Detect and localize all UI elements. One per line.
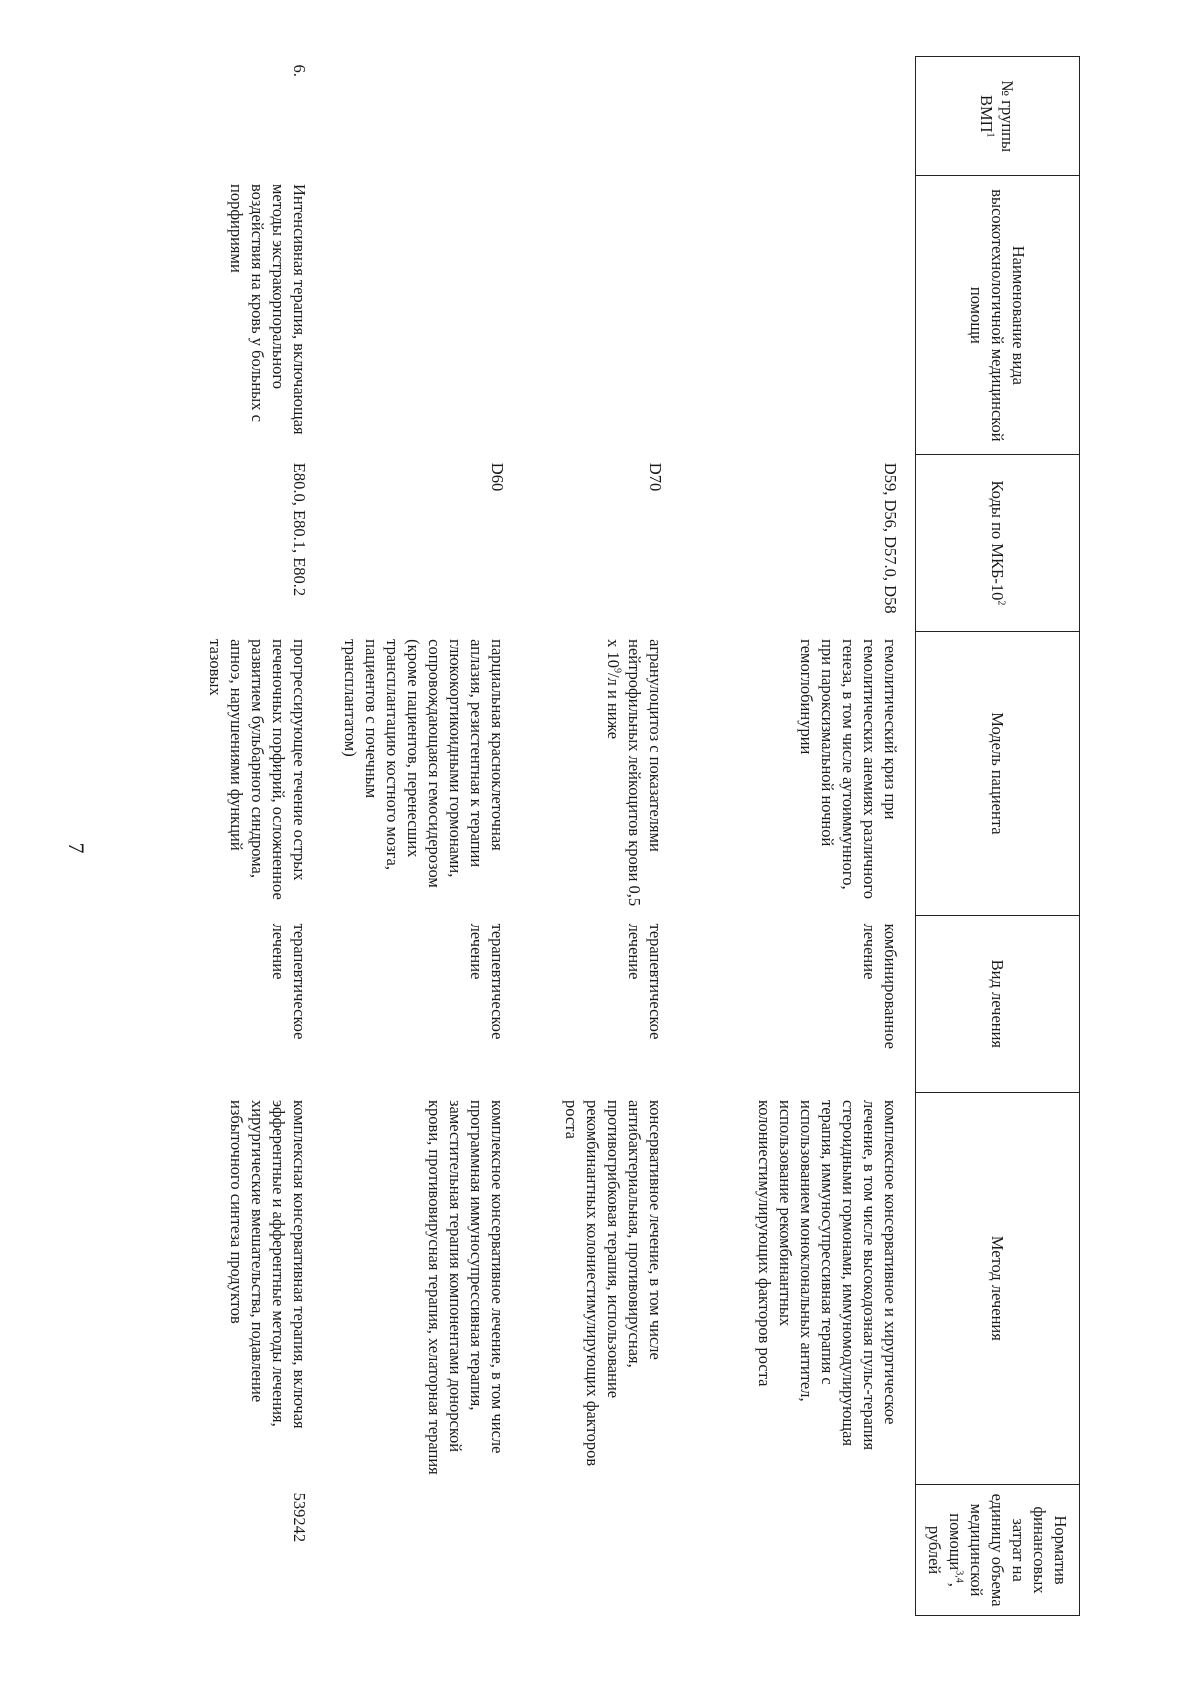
cell-type: терапевтическое лечение bbox=[625, 923, 666, 1040]
cell-model: парциальная красноклеточная аплазия, резистентная к терапии глюкокортикоидными гормонами, сопровождающаяся гемосидерозом (кроме пациентов, перенесших трансплантацию костного мозга, пациентов с почечным трансплантатом) bbox=[341, 639, 508, 888]
cell-codes: D70 bbox=[646, 462, 666, 492]
cell-num bbox=[681, 57, 916, 176]
cell-model: агранулоцитоз с показателями нейтрофильных лейкоцитов крови 0,5 х $10^9/л$ и ниже bbox=[604, 639, 666, 907]
header-cost: Норматив финансовых затрат на единицу объема медицинской помощи$^{3,4}$, рублей bbox=[916, 1485, 1080, 1616]
cell-num: 6. bbox=[290, 64, 310, 77]
rotated-sheet bbox=[130, 56, 1080, 1616]
cell-type: комбинированное лечение bbox=[860, 923, 900, 1049]
cell-method: консервативное лечение, в том числе антибактериальная, противовирусная, противогрибковая терапия, использование рекомбинантных колониестимулирующих факторов роста bbox=[562, 1100, 666, 1467]
header-row bbox=[916, 57, 1080, 1616]
page-number: 7 bbox=[64, 842, 89, 854]
cell-type: терапевтическое лечение bbox=[269, 923, 310, 1040]
cell-method: комплексное консервативное лечение, в том числе программная иммуносупрессивная терапия, заместительная терапия компонентами донорской крови, противовирусная терапия, хелаторная терапия bbox=[425, 1100, 508, 1475]
header-name: Наименование вида высокотехнологичной медицинской помощи bbox=[916, 176, 1080, 455]
cell-cost bbox=[681, 1485, 916, 1616]
cell-num bbox=[523, 57, 681, 176]
cell-name bbox=[681, 176, 916, 455]
cell-method: комплексное консервативное и хирургическое лечение, в том числе высокодозная пульс-терапия стероидными гормонами, иммуномодулирующая терапия, иммуносупрессивная терапия с использованием моноклональных антител, использование рекомбинантных колониестимулирующих факторов роста bbox=[755, 1100, 900, 1451]
cell-num bbox=[325, 57, 523, 176]
table-row bbox=[681, 57, 916, 1616]
table-row bbox=[325, 57, 523, 1616]
header-type: Вид лечения bbox=[916, 916, 1080, 1092]
cell-name bbox=[325, 176, 523, 455]
header-codes: Коды по МКБ-$10^2$ bbox=[916, 455, 1080, 631]
cell-name bbox=[523, 176, 681, 455]
cell-name: Интенсивная терапия, включающая методы экстракорпорального воздействия на кровь у больных с порфириями bbox=[227, 183, 310, 435]
header-model: Модель пациента bbox=[916, 631, 1080, 915]
cell-model: прогрессирующее течение острых печеночных порфирий, осложненное развитием бульбарного синдрома, апноэ, нарушениями функций тазовых bbox=[206, 639, 310, 900]
cell-method: комплексная консервативная терапия, включая эфферентные и афферентные методы лечения, хирургические вмешательства, подавление избыточного синтеза продуктов bbox=[227, 1100, 310, 1429]
vmp-table bbox=[155, 56, 1081, 1616]
cell-codes: D59, D56, D57.0, D58 bbox=[881, 462, 900, 614]
cell-cost: 539242 bbox=[290, 1492, 310, 1543]
cell-codes: D60 bbox=[488, 462, 508, 492]
cell-codes: E80.0, E80.1, E80.2 bbox=[290, 462, 310, 597]
header-num: № группы ВМП$^1$ bbox=[916, 57, 1080, 176]
cell-model: гемолитический криз при гемолитических анемиях различного генеза, в том числе аутоиммунного, при пароксизмальной ночной гемоглобинурии bbox=[797, 639, 900, 900]
cell-cost bbox=[523, 1485, 681, 1616]
header-method: Метод лечения bbox=[916, 1092, 1080, 1485]
table-row bbox=[155, 57, 325, 1616]
table-row bbox=[523, 57, 681, 1616]
cell-type: терапевтическое лечение bbox=[467, 923, 508, 1040]
cell-cost bbox=[325, 1485, 523, 1616]
